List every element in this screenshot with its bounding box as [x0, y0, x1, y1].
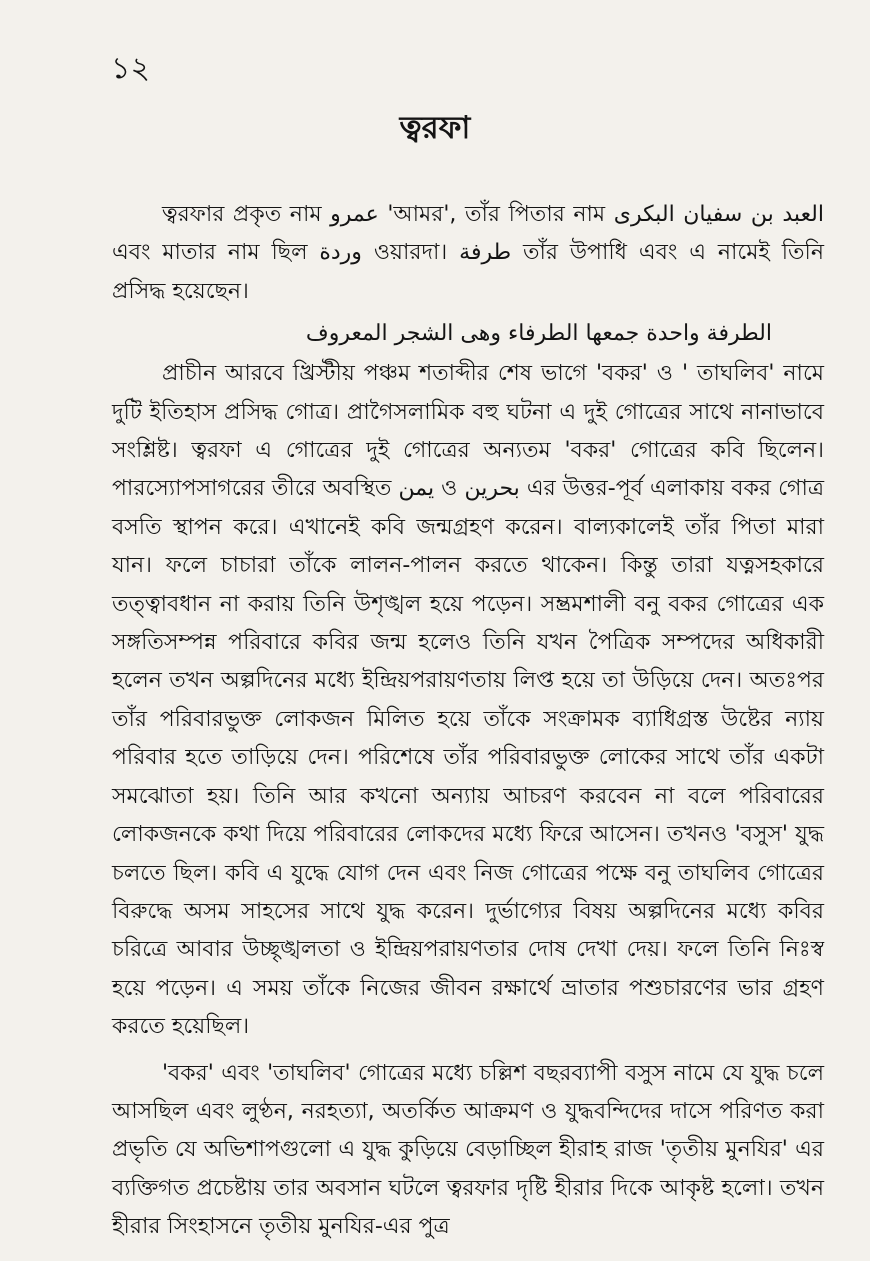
- history-paragraph: প্রাচীন আরবে খ্রিস্টীয় পঞ্চম শতাব্দীর শেষ ভাগে 'বকর' ও ' তাঘলিব' নামে দুটি ইতিহাস প্রসিদ্ধ গোত্র। প্রাগৈসলামিক বহু ঘটনা এ দুই গোত্রের সাথে নানাভাবে সংশ্লিষ্ট। ত্বরফা এ গোত্রের দুই গোত্রের অন্যতম 'বকর' গোত্রের কবি ছিলেন। পারস্যোপসাগরের তীরে অবস্থিত يمن ও بحرين এর উত্তর-পূর্ব এলাকায় বকর গোত্র বসতি স্থাপন করে। এখানেই কবি জন্মগ্রহণ করেন। বাল্যকালেই তাঁর পিতা মারা যান। ফলে চাচারা তাঁকে লালন-পালন করতে থাকেন। কিন্তু তারা যত্নসহকারে তত্ত্বাবধান না করায় তিনি উশৃঙ্খল হয়ে পড়েন। সম্ভ্রমশালী বনু বকর গোত্রের এক সঙ্গতিসম্পন্ন পরিবারে কবির জন্ম হলেও তিনি যখন পৈত্রিক সম্পদের অধিকারী হলেন তখন অল্পদিনের মধ্যে ইন্দ্রিয়পরায়ণতায় লিপ্ত হয়ে তা উড়িয়ে দেন। অতঃপর তাঁর পরিবারভুক্ত লোকজন মিলিত হয়ে তাঁকে সংক্রামক ব্যাধিগ্রস্ত উষ্টের ন্যায় পরিবার হতে তাড়িয়ে দেন। পরিশেষে তাঁর পরিবারভুক্ত লোকের সাথে তাঁর একটা সমঝোতা হয়। তিনি আর কখনো অন্যায় আচরণ করবেন না বলে পরিবারের লোকজনকে কথা দিয়ে পরিবারের লোকদের মধ্যে ফিরে আসেন। তখনও 'বসুস' যুদ্ধ চলতে ছিল। কবি এ যুদ্ধে যোগ দেন এবং নিজ গোত্রের পক্ষে বনু তাঘলিব গোত্রের বিরুদ্ধে অসম সাহসের সাথে যুদ্ধ করেন। দুর্ভাগ্যের বিষয় অল্পদিনের মধ্যে কবির চরিত্রে আবার উচ্ছৃঙ্খলতা ও ইন্দ্রিয়পরায়ণতার দোষ দেখা দেয়। ফলে তিনি নিঃস্ব হয়ে পড়েন। এ সময় তাঁকে নিজের জীবন রক্ষার্থে ভ্রাতার পশুচারণের ভার গ্রহণ করতে হয়েছিল।: [112, 361, 824, 1040]
- page-number: ১২: [111, 51, 150, 86]
- body-text: [112, 196, 824, 1247]
- chapter-title: ত্বরফা: [399, 110, 471, 146]
- intro-paragraph: ত্বরফার প্রকৃত নাম عمرو 'আমর', তাঁর পিতার নাম العبد بن سفيان البكرى এবং মাতার নাম ছিল وردة ওয়ারদা। طرفة তাঁর উপাধি এবং এ নামেই তিনি প্রসিদ্ধ হয়েছেন।: [112, 202, 825, 304]
- arabic-verse: الطرفة واحدة جمعها الطرفاء وهى الشجر المعروف: [305, 321, 772, 347]
- continuation-paragraph: 'বকর' এবং 'তাঘলিব' গোত্রের মধ্যে চল্লিশ বছরব্যাপী বসুস নামে যে যুদ্ধ চলে আসছিল এবং লুণ্ঠন, নরহত্যা, অতর্কিত আক্রমণ ও যুদ্ধবন্দিদের দাসে পরিণত করা প্রভৃতি যে অভিশাপগুলো এ যুদ্ধ কুড়িয়ে বেড়াচ্ছিল হীরাহ রাজ 'তৃতীয় মুনযির' এর ব্যক্তিগত প্রচেষ্টায় তার অবসান ঘটলে ত্বরফার দৃষ্টি হীরার দিকে আকৃষ্ট হলো। তখন হীরার সিংহাসনে তৃতীয় মুনযির-এর পুত্র: [112, 1060, 824, 1240]
